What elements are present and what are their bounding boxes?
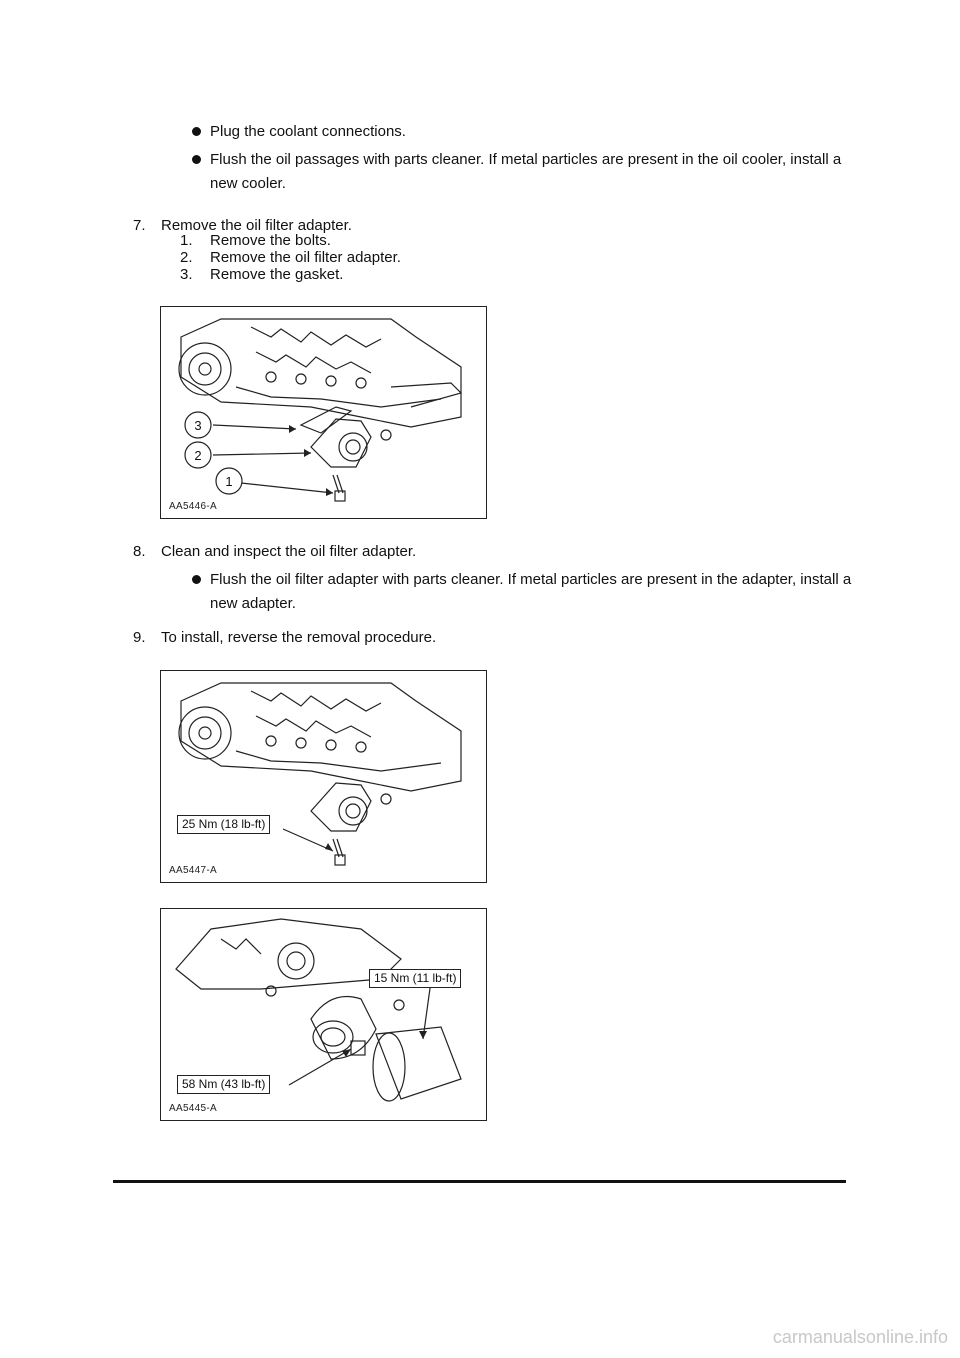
watermark: carmanualsonline.info	[772, 1327, 948, 1347]
figure-oil-filter-adapter-torque	[160, 670, 487, 883]
figure-id: AA5445-A	[169, 1103, 217, 1114]
step-text: Remove the oil filter adapter.	[161, 217, 352, 234]
footer-divider	[113, 1180, 846, 1183]
torque-callout-nipple: 58 Nm (43 lb-ft)	[177, 1075, 270, 1094]
step-number: 8.	[133, 543, 146, 560]
bullet-dot	[192, 155, 201, 164]
step-number: 9.	[133, 629, 146, 646]
torque-callout-filter: 15 Nm (11 lb-ft)	[369, 969, 461, 988]
torque-callout: 25 Nm (18 lb-ft)	[177, 815, 270, 834]
figure-oil-filter-torque	[160, 908, 487, 1121]
substep-number: 1.	[180, 232, 193, 249]
substep-text: Remove the bolts.	[210, 232, 331, 249]
engine-illustration	[161, 307, 486, 518]
figure-id: AA5446-A	[169, 501, 217, 512]
bullet-text: Flush the oil filter adapter with parts cleaner. If metal particles are present in the adapter, install a new adapter.	[210, 571, 852, 612]
engine-illustration	[161, 671, 486, 882]
substep-number: 3.	[180, 266, 193, 283]
substep-number: 2.	[180, 249, 193, 266]
figure-oil-filter-adapter-removal	[160, 306, 487, 519]
bullet-dot	[192, 575, 201, 584]
figure-id: AA5447-A	[169, 865, 217, 876]
callout-1: 1	[225, 474, 233, 489]
bullet-dot	[192, 127, 201, 136]
bullet-text: Plug the coolant connections.	[210, 123, 406, 140]
callout-3: 3	[194, 418, 202, 433]
substep-text: Remove the oil filter adapter.	[210, 249, 401, 266]
step-number: 7.	[133, 217, 146, 234]
step-text: To install, reverse the removal procedure.	[161, 629, 437, 646]
substep-text: Remove the gasket.	[210, 266, 344, 283]
step-text: Clean and inspect the oil filter adapter.	[161, 543, 417, 560]
bullet-text: Flush the oil passages with parts cleaner. If metal particles are present in the oil cooler, install a new cooler.	[210, 151, 842, 192]
callout-2: 2	[194, 448, 202, 463]
